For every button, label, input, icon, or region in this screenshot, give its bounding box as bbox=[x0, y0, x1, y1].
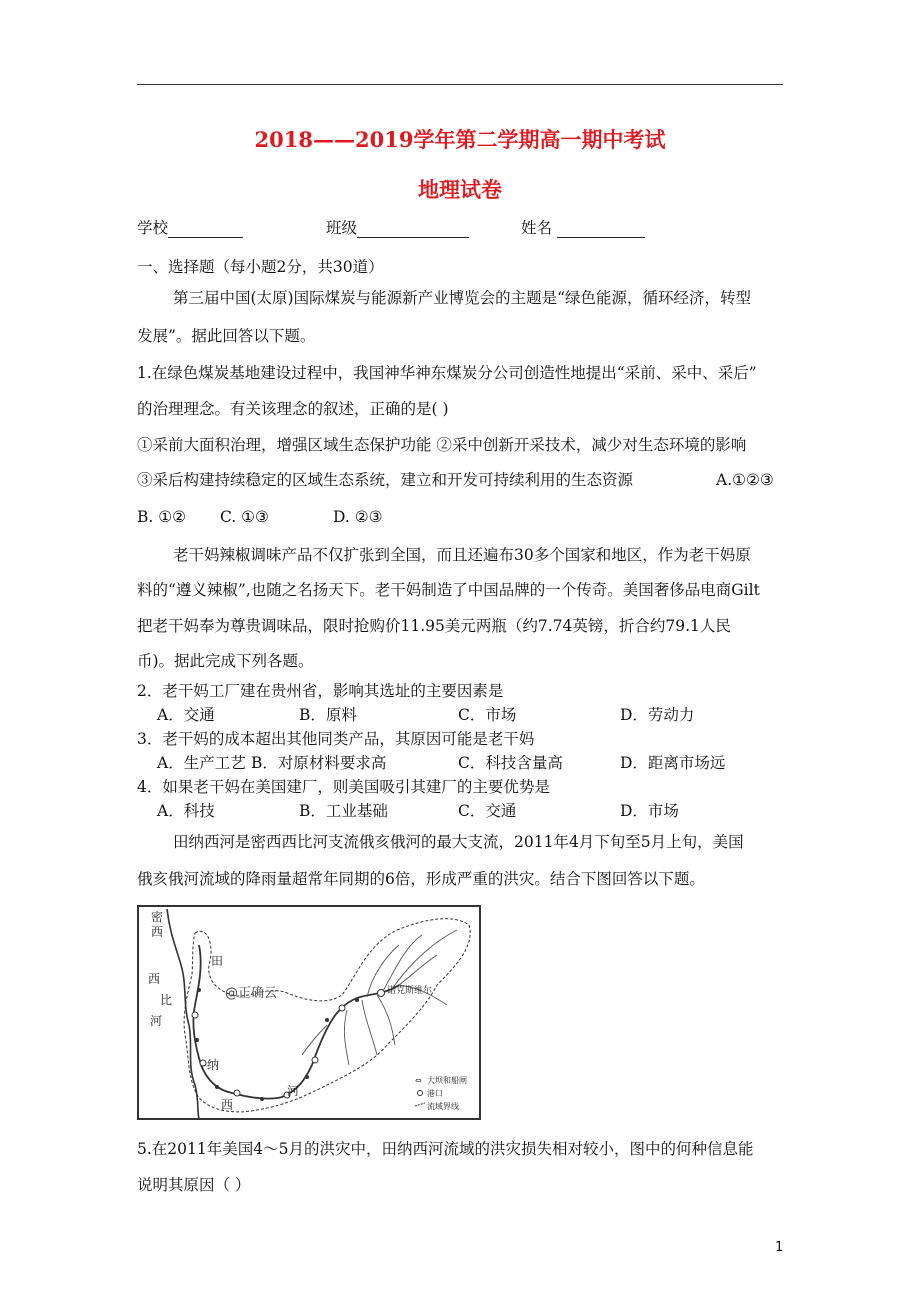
school-blank bbox=[168, 221, 243, 238]
passage2-line3: 把老干妈奉为尊贵调味品，限时抢购价11.95美元两瓶（约7.74英镑，折合约79.1人民 bbox=[137, 617, 731, 635]
mississippi-label-3: 西 bbox=[148, 972, 161, 986]
q1-option-b: B. ①② bbox=[137, 508, 187, 526]
q1-option-a: A.①②③ bbox=[716, 471, 774, 489]
q2-stem: 2．老干妈工厂建在贵州省，影响其选址的主要因素是 bbox=[137, 682, 504, 700]
passage3-line1: 田纳西河是密西西比河支流俄亥俄河的最大支流，2011年4月下旬至5月上旬，美国 bbox=[173, 833, 744, 851]
name-blank bbox=[557, 221, 645, 238]
tennessee-river-map bbox=[137, 905, 481, 1120]
header-rule bbox=[137, 84, 783, 85]
q1-option-c: C. ①③ bbox=[220, 508, 269, 526]
q3-option-c: C．科技含量高 bbox=[458, 754, 563, 772]
city-label: 诺克斯维尔 bbox=[387, 986, 433, 996]
q3-option-a: A．生产工艺 bbox=[157, 754, 246, 772]
legend-dam: 大坝和船闸 bbox=[427, 1076, 467, 1085]
passage1-line1: 第三届中国(太原)国际煤炭与能源新产业博览会的主题是“绿色能源，循环经济，转型 bbox=[173, 289, 752, 307]
exam-subtitle: 地理试卷 bbox=[418, 177, 502, 202]
tennessee-label-4: 河 bbox=[287, 1084, 300, 1098]
class-field bbox=[326, 218, 469, 238]
page-number: 1 bbox=[775, 1240, 784, 1255]
class-blank bbox=[357, 221, 469, 238]
name-field bbox=[521, 218, 645, 238]
legend-boundary: 流域界线 bbox=[427, 1102, 459, 1111]
svg-text:⇔: ⇔ bbox=[415, 1076, 422, 1085]
q2-option-d: D．劳动力 bbox=[620, 706, 695, 724]
watermark-text: @正确云 bbox=[225, 986, 278, 1001]
passage2-line1: 老干妈辣椒调味产品不仅扩张到全国，而且还遍布30多个国家和地区，作为老干妈原 bbox=[173, 546, 751, 564]
q4-option-a: A．科技 bbox=[157, 802, 215, 820]
mississippi-label-4: 比 bbox=[160, 993, 173, 1007]
q1-line3: ①采前大面积治理，增强区域生态保护功能 ②采中创新开采技术，减少对生态环境的影响 bbox=[137, 436, 747, 454]
q1-option-d: D. ②③ bbox=[333, 508, 383, 526]
q2-option-a: A．交通 bbox=[157, 706, 215, 724]
mississippi-label-2: 西 bbox=[151, 925, 164, 939]
mississippi-label-5: 河 bbox=[150, 1014, 163, 1028]
q3-stem: 3．老干妈的成本超出其他同类产品，其原因可能是老干妈 bbox=[137, 730, 535, 748]
class-label: 班级 bbox=[326, 219, 358, 237]
q4-option-d: D．市场 bbox=[620, 802, 679, 820]
mississippi-label-1: 密 bbox=[151, 910, 164, 924]
name-label: 姓名 bbox=[521, 219, 553, 237]
tennessee-label-1: 田 bbox=[211, 954, 224, 968]
q3-option-b: B．对原材料要求高 bbox=[251, 754, 387, 772]
q2-option-b: B．原料 bbox=[299, 706, 357, 724]
q1-line4: ③采后构建持续稳定的区域生态系统，建立和开发可持续利用的生态资源 bbox=[137, 471, 634, 489]
q1-line1: 1.在绿色煤炭基地建设过程中，我国神华神东煤炭分公司创造性地提出“采前、采中、采后” bbox=[137, 364, 757, 382]
passage2-line2: 料的“遵义辣椒”,也随之名扬天下。老干妈制造了中国品牌的一个传奇。美国奢侈品电商Gilt bbox=[137, 581, 760, 599]
school-label: 学校 bbox=[137, 219, 169, 237]
tennessee-label-3: 西 bbox=[221, 1098, 234, 1112]
q4-option-b: B．工业基础 bbox=[299, 802, 388, 820]
exam-title: 2018——2019学年第二学期高一期中考试 bbox=[254, 127, 666, 152]
q1-line2: 的治理理念。有关该理念的叙述，正确的是( ) bbox=[137, 400, 449, 418]
school-field bbox=[137, 218, 243, 238]
passage1-line2: 发展”。据此回答以下题。 bbox=[137, 327, 316, 345]
q5-line2: 说明其原因（ ） bbox=[137, 1176, 251, 1194]
legend-port: 港口 bbox=[427, 1089, 443, 1098]
q4-stem: 4．如果老干妈在美国建厂，则美国吸引其建厂的主要优势是 bbox=[137, 778, 550, 796]
passage3-line2: 俄亥俄河流域的降雨量超常年同期的6倍，形成严重的洪灾。结合下图回答以下题。 bbox=[137, 870, 705, 888]
q4-option-c: C．交通 bbox=[458, 802, 517, 820]
q5-line1: 5.在2011年美国4～5月的洪灾中，田纳西河流域的洪灾损失相对较小，图中的何种信息能 bbox=[137, 1140, 754, 1158]
q2-option-c: C．市场 bbox=[458, 706, 517, 724]
q3-option-d: D．距离市场远 bbox=[620, 754, 726, 772]
tennessee-label-2: 纳 bbox=[207, 1058, 220, 1072]
section-heading: 一、选择题（每小题2分，共30道） bbox=[137, 258, 384, 276]
passage2-line4: 币)。据此完成下列各题。 bbox=[137, 652, 314, 670]
